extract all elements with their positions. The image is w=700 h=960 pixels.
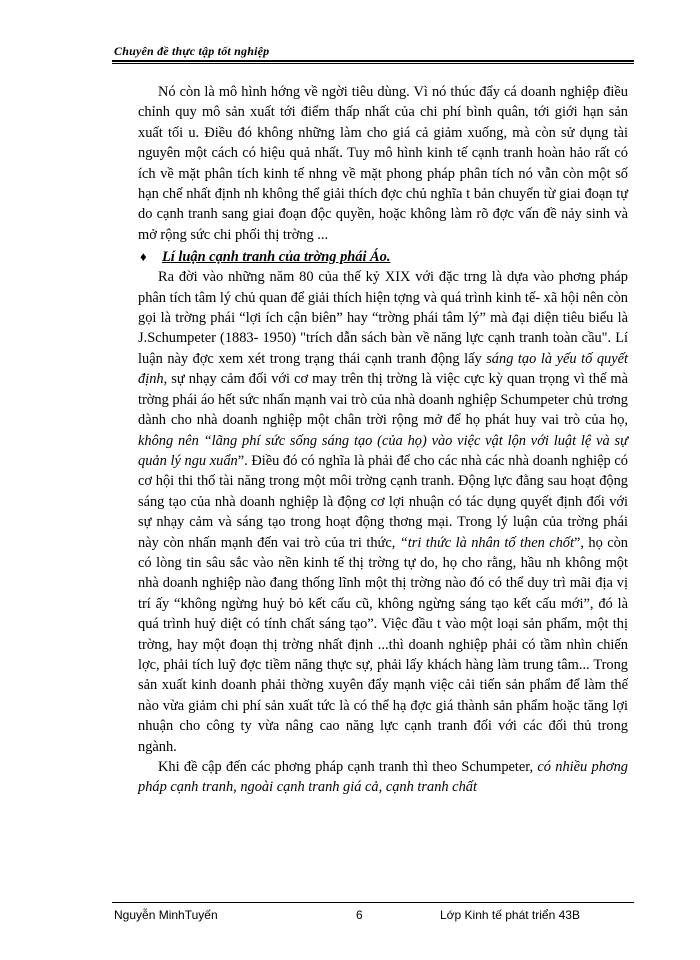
paragraph-2-emphasis-knowledge: “tri thức là nhân tố then chốt <box>399 534 574 551</box>
section-heading-text: Lí luận cạnh tranh của trờng phái Áo. <box>162 249 391 266</box>
paragraph-2-part-c: , sự nhạy cảm đối với cơ may trên thị trờng là việc cực kỳ quan trọng vì thế mà trờng phái áo hết sức nhấn mạnh vai trò của nhà doanh nghiệp Schumpeter chủ trơng dành cho nhà doanh nghiệp một chân trời rộng mở để họ phát huy vai trò của họ, <box>138 371 628 429</box>
page-header-title: Chuyên đề thực tập tốt nghiệp <box>114 44 270 58</box>
paragraph-3-part-a: Khi đề cập đến các phơng pháp cạnh tranh thì theo Schumpeter, <box>158 759 538 775</box>
paragraph-2 <box>138 267 628 757</box>
paragraph-2-part-e: ”. Điều đó có nghĩa là phải để cho các nhà các nhà doanh nghiệp có cơ hội thi thố tài năng trong một môi trờng cạnh tranh. Động lực đằng sau hoạt động sáng tạo của nhà doanh nghiệp là động cơ lợi nhuận có tác dụng quyết định đối với sự nhạy cảm và sáng tạo trong hoạt động thơng mại. Trong lý luận của trờng phái này còn nhấn mạnh đến vai trò của tri thức, <box>138 452 628 551</box>
paragraph-3 <box>138 757 628 798</box>
diamond-bullet-icon: ♦ <box>140 249 147 265</box>
footer-page-number: 6 <box>356 908 363 922</box>
header-rule-thick <box>112 60 634 62</box>
paragraph-2-emphasis-quote: không nên “lãng phí sức sống sáng tạo (của họ) vào việc vật lộn với luật lệ và sự quản lý ngu xuẩn <box>138 432 628 469</box>
paragraph-2-emphasis-creativity: sáng tạo là yếu tố quyết định <box>138 350 628 388</box>
header-rule-thin <box>112 63 634 64</box>
paragraph-2-part-a: Ra đời vào những năm 80 của thế kỷ XIX với đặc trng là dựa vào phơng pháp phân tích tâm lý chủ quan để giải thích hiện tợng và quá trình kinh tế- xã hội nên còn gọi là trờng phái “lợi ích cận biên” hay “trờng phái tâm lý” mà đại diện tiêu biểu là J.Schumpeter (1883- 1950) "trích dẫn sách bàn về năng lực cạnh tranh toàn cầu". Lí luận này đợc xem xét trong trạng thái cạnh tranh động lấy <box>138 269 628 367</box>
body-text <box>138 82 628 798</box>
footer-class-name: Lớp Kinh tế phát triển 43B <box>440 908 580 922</box>
paragraph-2-part-g: ”, họ còn có lòng tin sâu sắc vào nền kinh tế thị trờng tự do, họ cho rằng, hầu nh không một nhà doanh nghiệp nào đang thống lĩnh một thị trờng nào đó có thể duy trì mãi địa vị trí ấy “không ngừng huỷ bỏ kết cấu cũ, không ngừng sáng tạo kết cấu mới”, đó là quá trình huỷ diệt có tính chất sáng tạo”. Việc đầu t vào một loại sản phẩm, một thị trờng, hay một đoạn thị trờng nhất định ...thì doanh nghiệp phải có tầm nhìn chiến lợc, phải tích luỹ đợc tiềm năng thực sự, phải lấy khách hàng làm trung tâm... Trong sản xuất kinh doanh phải thờng xuyên đẩy mạnh việc cải tiến sản phẩm để làm thế nào vừa giảm chi phí sản xuất tức là có thể hạ đợc giá thành sản phẩm hoặc tăng lợi nhuận cho công ty vừa nâng cao năng lực cạnh tranh đối với các đối thủ trong ngành. <box>138 534 628 755</box>
footer-rule <box>112 902 634 903</box>
paragraph-1: Nó còn là mô hình hớng về ngời tiêu dùng. Vì nó thúc đẩy cá doanh nghiệp điều chỉnh quy mô sản xuất tới điểm thấp nhất của chi phí bình quân, tới giới hạn sản xuất tối u. Điều đó không những làm cho giá cả giảm xuống, mà còn sử dụng tài nguyên một cách có hiệu quả nhất. Tuy mô hình kinh tế cạnh tranh hoàn hảo rất có ích về mặt phân tích kinh tế nhng về mặt phong pháp phân tích nó vẫn còn một số hạn chế nhất định nh không thể giải thích đợc chủ nghĩa t bản chuyển từ giai đoạn tự do cạnh tranh sang giai đoạn độc quyền, hoặc không làm rõ đợc vấn đề nảy sinh và mở rộng sức chi phối thị trờng ... <box>138 84 628 243</box>
section-heading <box>138 247 628 267</box>
paragraph-3-emphasis: có nhiều phơng pháp cạnh tranh, ngoài cạnh tranh giá cả, cạnh tranh chất <box>138 759 628 796</box>
footer-author: Nguyễn MinhTuyến <box>114 908 218 922</box>
